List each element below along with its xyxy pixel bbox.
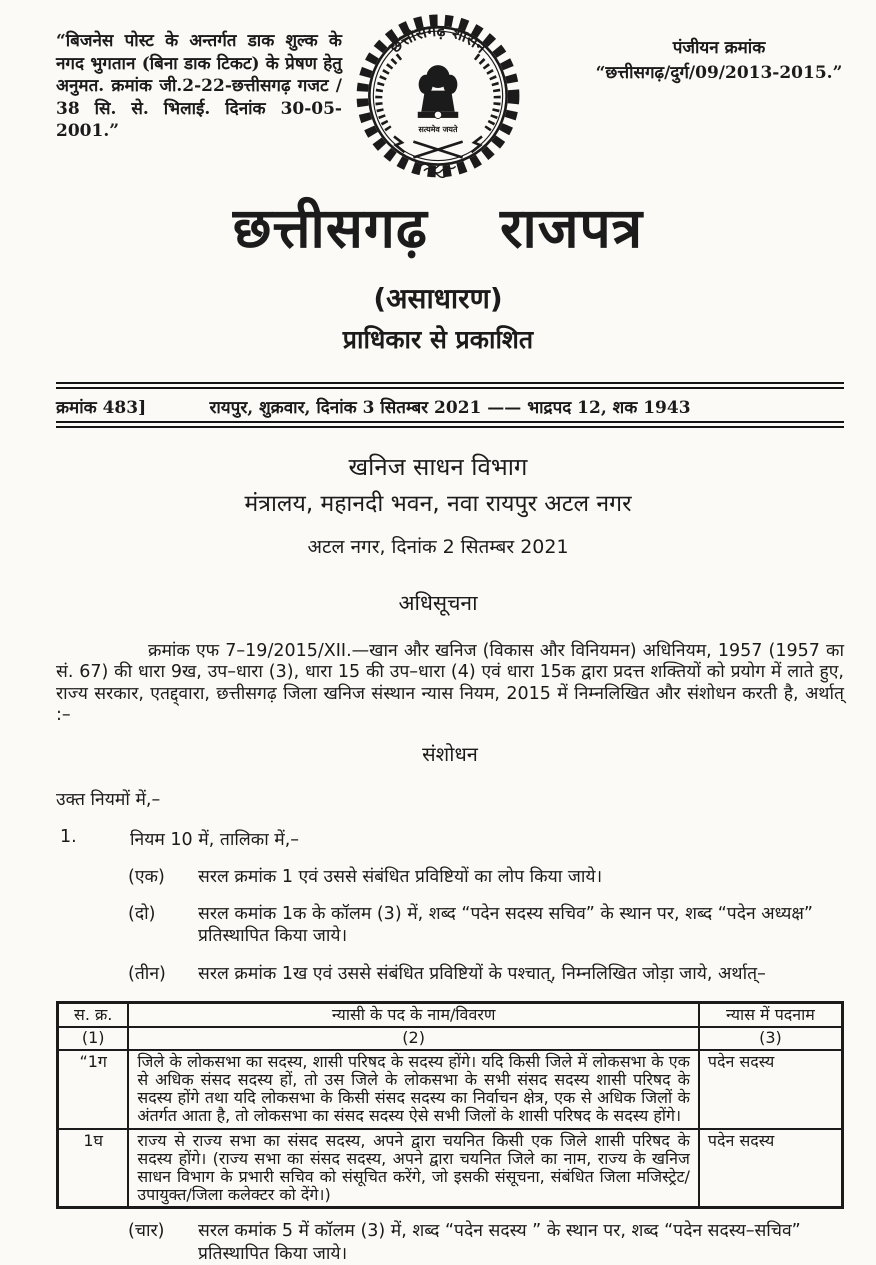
amendment-item-1 bbox=[56, 827, 844, 851]
row-description: राज्य से राज्य सभा का संसद सदस्य, अपने द्वारा चयनित किसी एक जिले शासी परिषद के सदस्य होंगे। (राज्य सभा का संसद सदस्य, अपने द्वारा चयनित जिले का नाम, राज्य के खनिज साधन विभाग के प्रभारी सचिव को संसूचित करेंगे, जो इसकी संसूचना, संबंधित जिला मजिस्ट्रेट/उपायुक्त/जिला कलेक्टर को देंगे।) bbox=[128, 1129, 699, 1208]
amendment-intro: उक्त नियमों में,– bbox=[56, 789, 161, 810]
published-by-authority: प्राधिकार से प्रकाशित bbox=[342, 324, 534, 354]
department-address: मंत्रालय, महानदी भवन, नवा रायपुर अटल नगर bbox=[244, 490, 632, 517]
notification-heading: अधिसूचना bbox=[398, 590, 478, 615]
issue-rule-block bbox=[56, 382, 844, 428]
col-num-1: (1) bbox=[58, 1027, 129, 1049]
gazette-subtitle: (असाधारण) bbox=[373, 281, 503, 315]
sub-item-label: (दो) bbox=[128, 903, 156, 924]
sub-item-teen bbox=[56, 963, 844, 985]
page-header bbox=[0, 0, 876, 196]
sub-item-label: (एक) bbox=[128, 866, 165, 887]
issue-line bbox=[56, 389, 844, 421]
col-num-3: (3) bbox=[699, 1027, 843, 1049]
amendment-heading: संशोधन bbox=[422, 741, 478, 766]
sub-item-chaar bbox=[56, 1220, 844, 1265]
row-serial: 1घ bbox=[58, 1129, 129, 1208]
sub-item-label: (तीन) bbox=[128, 963, 166, 984]
sub-item-text: सरल कमांक 5 में कॉलम (3) में, शब्द “पदेन सदस्य ” के स्थान पर, शब्द “पदेन सदस्य–सचिव” प्रतिस्थापित किया जाये। bbox=[198, 1221, 801, 1264]
item-text: नियम 10 में, तालिका में,– bbox=[130, 829, 300, 850]
header-serial: स. क्र. bbox=[58, 1003, 129, 1028]
chhattisgarh-emblem-icon bbox=[350, 4, 526, 194]
col-num-2: (2) bbox=[128, 1027, 699, 1049]
notification-body: क्रमांक एफ 7–19/2015/XII.—खान और खनिज (विकास और विनियमन) अधिनियम, 1957 (1957 का सं. 67) की धारा 9ख, उप–धारा (3), धारा 15 की उप–धारा (4) एवं धारा 15क द्वारा प्रदत्त शक्तियों को प्रयोग में लाते हुए, राज्य सरकार, एतद्द्वारा, छत्तीसगढ़ जिला खनिज संस्थान न्यास नियम, 2015 में निम्नलिखित और संशोधन करती है, अर्थात् :– bbox=[56, 640, 844, 726]
item-number: 1. bbox=[60, 826, 77, 847]
issue-date: रायपुर, शुक्रवार, दिनांक 3 सितम्बर 2021 —— भाद्रपद 12, शक 1943 bbox=[209, 397, 691, 418]
gazette-title: छत्तीसगढ़ राजपत्र bbox=[232, 195, 644, 260]
place-and-date: अटल नगर, दिनांक 2 सितम्बर 2021 bbox=[307, 535, 569, 558]
ashoka-lion-capital-icon bbox=[418, 65, 458, 118]
postal-permission-note: “बिजनेस पोस्ट के अन्तर्गत डाक शुल्क के नगद भुगतान (बिना डाक टिकट) के प्रेषण हेतु अनुमत. क्रमांक जी.2-22-छत्तीसगढ़ गजट / 38 सि. से. भिलाई. दिनांक 30-05-2001.” bbox=[56, 31, 342, 142]
table-row bbox=[58, 1050, 843, 1129]
double-rule-top bbox=[56, 382, 844, 389]
emblem-state-text: छत्तीसगढ़ शासन bbox=[385, 20, 491, 57]
sub-item-text: सरल क्रमांक 1ख एवं उससे संबंधित प्रविष्टियों के पश्चात्, निम्नलिखित जोड़ा जाये, अर्थात्– bbox=[198, 963, 766, 984]
sub-item-label: (चार) bbox=[128, 1221, 165, 1242]
department-block bbox=[0, 450, 876, 617]
masthead bbox=[0, 195, 876, 356]
double-rule-bottom bbox=[56, 421, 844, 428]
registration-label: पंजीयन क्रमांक bbox=[672, 38, 766, 58]
registration-block bbox=[574, 36, 864, 85]
state-emblem bbox=[350, 4, 526, 194]
sub-item-text: सरल कमांक 1क के कॉलम (3) में, शब्द “पदेन सदस्य सचिव” के स्थान पर, शब्द “पदेन अध्यक्ष” प्रतिस्थापित किया जाये। bbox=[198, 903, 813, 947]
header-description: न्यासी के पद के नाम/विवरण bbox=[128, 1003, 699, 1028]
department-name: खनिज साधन विभाग bbox=[348, 452, 528, 481]
row-description: जिले के लोकसभा का सदस्य, शासी परिषद के सदस्य होंगे। यदि किसी जिले में लोकसभा के एक से अधिक संसद सदस्य हों, तो उस जिले के लोकसभा के सभी संसद सदस्य शासी परिषद के सदस्य होंगे तथा यदि लोकसभा के किसी संसद सदस्य का निर्वाचन क्षेत्र, एक से अधिक जिलों के अंतर्गत आता है, तो लोकसभा का संसद सदस्य ऐसे सभी जिलों के शासी परिषद के सदस्य होंगे। bbox=[128, 1050, 699, 1129]
emblem-motto: सत्यमेव जयते bbox=[418, 125, 458, 134]
sub-item-do bbox=[56, 903, 844, 948]
row-designation: पदेन सदस्य bbox=[699, 1050, 843, 1129]
issue-number: क्रमांक 483] bbox=[56, 397, 147, 418]
row-designation: पदेन सदस्य bbox=[699, 1129, 843, 1208]
header-designation: न्यास में पदनाम bbox=[699, 1003, 843, 1028]
row-serial: “1ग bbox=[58, 1050, 129, 1129]
trustee-table bbox=[56, 1001, 844, 1209]
column-number-row bbox=[58, 1027, 843, 1049]
sub-item-text: सरल क्रमांक 1 एवं उससे संबंधित प्रविष्टियों का लोप किया जाये। bbox=[198, 866, 603, 887]
registration-number: “छत्तीसगढ़/दुर्ग/09/2013-2015.” bbox=[595, 62, 843, 83]
table-header-row bbox=[58, 1003, 843, 1028]
sub-item-ek bbox=[56, 866, 844, 888]
table-row bbox=[58, 1129, 843, 1208]
